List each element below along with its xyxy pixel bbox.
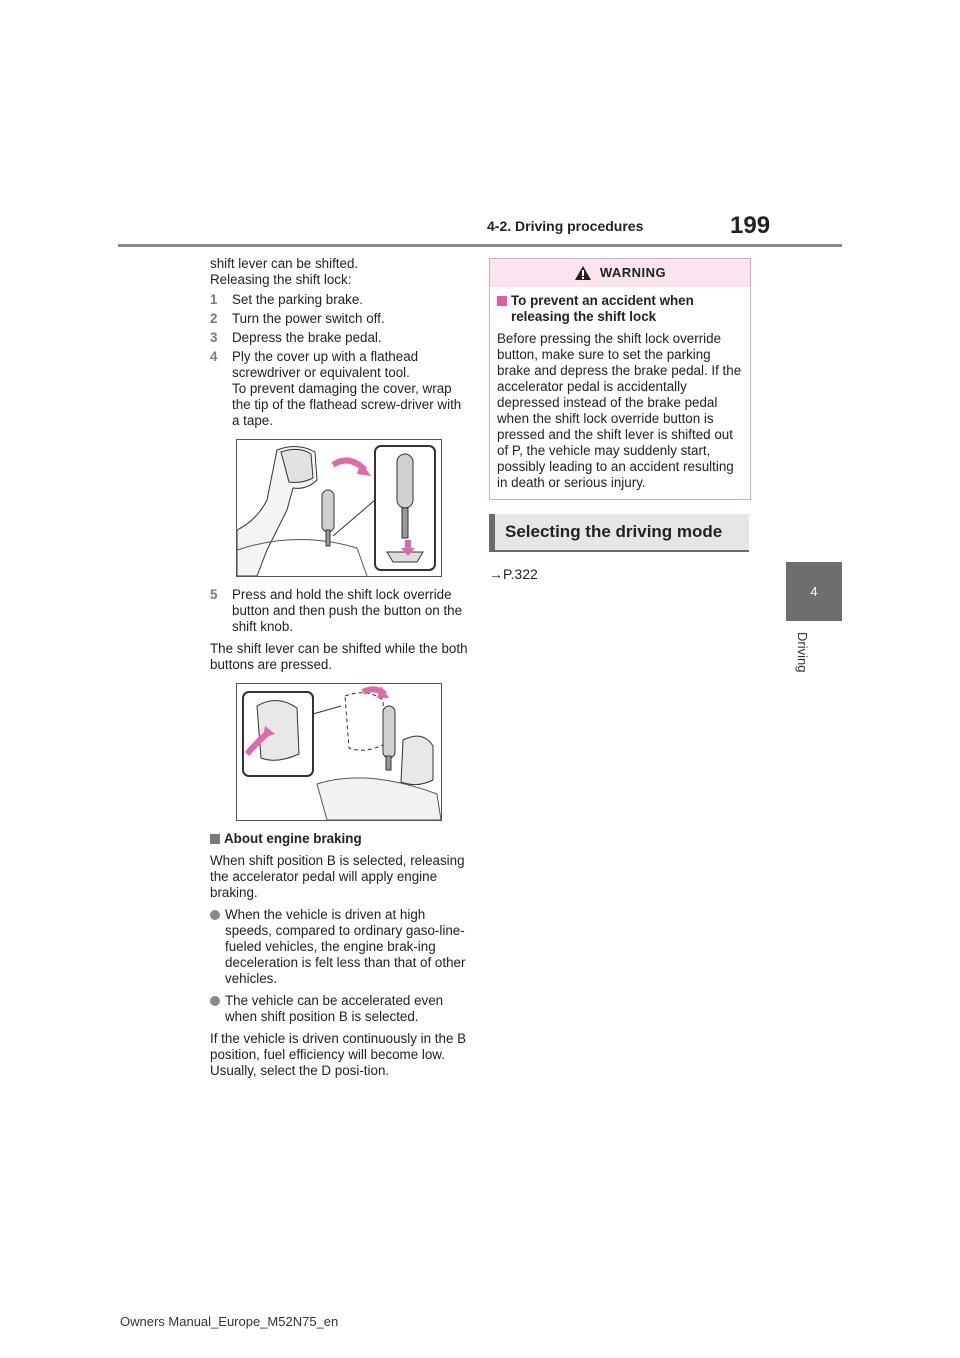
square-bullet-icon: [210, 834, 220, 844]
warning-subheading: [497, 293, 742, 325]
section-title: Selecting the driving mode: [505, 522, 723, 541]
step-text: Set the parking brake.: [232, 292, 364, 307]
right-column: [489, 258, 751, 582]
illustration-cover-removal: [236, 439, 442, 577]
bullet-item: [210, 907, 468, 987]
step-number: 5: [210, 587, 218, 602]
bullet-text: When the vehicle is driven at high speeds, compared to ordinary gaso-line-fueled vehicles, the engine brak-ing deceleration is felt less than that of other vehicles.: [225, 907, 466, 986]
warning-body: [490, 287, 750, 499]
step-text: Press and hold the shift lock override button and then push the button on the shift knob.: [232, 587, 463, 634]
releasing-text: Releasing the shift lock:: [210, 272, 352, 287]
both-buttons-text: The shift lever can be shifted while the both buttons are pressed.: [210, 641, 468, 672]
chapter-tab: [786, 562, 842, 621]
left-column: [210, 256, 468, 1085]
warning-header: [490, 259, 750, 287]
section-header: 4-2. Driving procedures: [487, 218, 644, 234]
step-4: [210, 349, 468, 429]
chapter-number: 4: [810, 584, 818, 599]
chapter-label: Driving: [795, 632, 810, 673]
step-number: 2: [210, 311, 218, 326]
intro-text: shift lever can be shifted.: [210, 256, 359, 271]
bullet-item: [210, 993, 468, 1025]
section-heading-box: [489, 514, 749, 552]
circle-bullet-icon: [210, 910, 220, 920]
page-number: 199: [730, 212, 771, 239]
bullet-text: The vehicle can be accelerated even when shift position B is selected.: [225, 993, 444, 1024]
footer-text: Owners Manual_Europe_M52N75_en: [120, 1314, 339, 1329]
engine-braking-heading: [210, 831, 468, 847]
square-bullet-icon: [497, 296, 507, 306]
page-reference[interactable]: →P.322: [489, 566, 538, 582]
step-text: Turn the power switch off.: [232, 311, 385, 326]
override-button-illustration: [237, 684, 441, 820]
closing-text: If the vehicle is driven continuously in the B position, fuel efficiency will become low. Usually, select the D posi-tion.: [210, 1031, 467, 1078]
header-rule: [118, 244, 842, 247]
warning-text: Before pressing the shift lock override button, make sure to set the parking brake and depress the brake pedal. If the accelerator pedal is accidentally depressed instead of the brake pedal when the shift lock override button is pressed and the shift lever is shifted out of P, the vehicle may suddenly start, possibly leading to an accident resulting in death or serious injury.: [497, 331, 742, 490]
engine-braking-title: About engine braking: [224, 831, 362, 846]
warning-title: WARNING: [599, 265, 667, 280]
step-number: 1: [210, 292, 218, 307]
step-number: 4: [210, 349, 218, 364]
engine-braking-body: When shift position B is selected, releasing the accelerator pedal will apply engine braking.: [210, 853, 465, 900]
step-text: Ply the cover up with a flathead screwdriver or equivalent tool. To prevent damaging the cover, wrap the tip of the flathead screw-driver with a tape.: [232, 349, 462, 428]
step-2: [210, 311, 468, 327]
warning-subtitle: To prevent an accident when releasing the shift lock: [511, 293, 694, 324]
circle-bullet-icon: [210, 996, 220, 1006]
illustration-override-button: [236, 683, 442, 821]
step-1: [210, 292, 468, 308]
warning-triangle-icon: [574, 265, 592, 281]
step-text: Depress the brake pedal.: [232, 330, 382, 345]
step-number: 3: [210, 330, 218, 345]
shift-knob-screwdriver-illustration: [237, 440, 441, 576]
step-5: [210, 587, 468, 635]
warning-box: [489, 258, 751, 500]
step-3: [210, 330, 468, 346]
